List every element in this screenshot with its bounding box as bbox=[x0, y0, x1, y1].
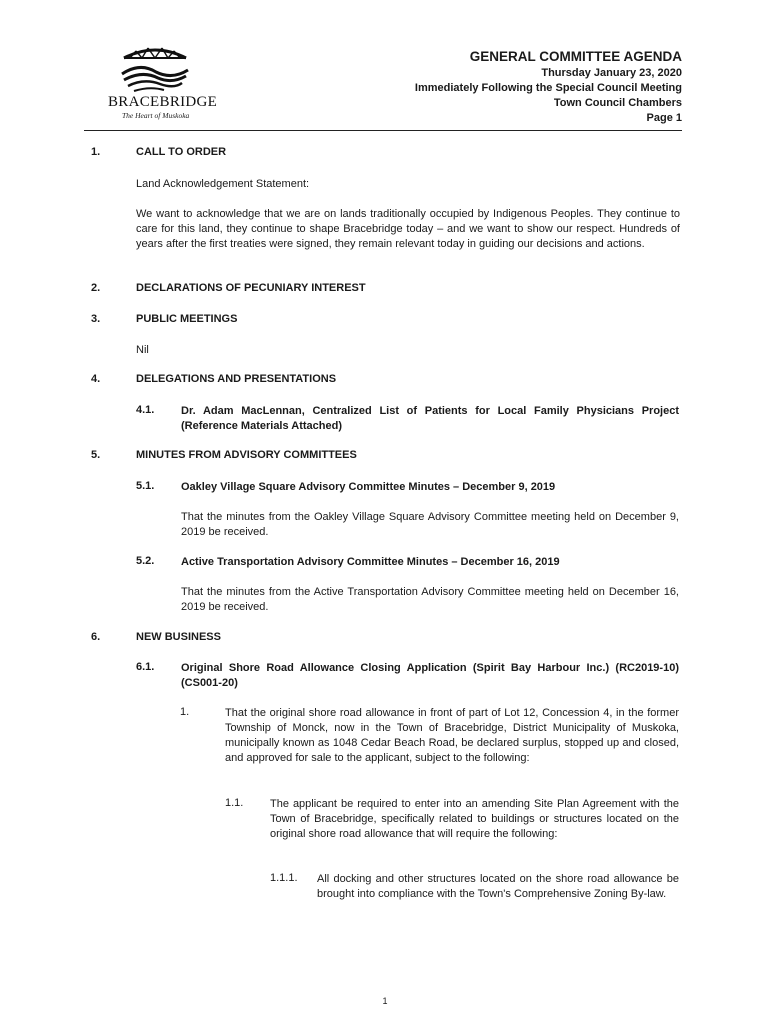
section-4-number: 4. bbox=[91, 373, 101, 385]
item-6-1-number: 6.1. bbox=[136, 661, 155, 673]
section-1-title: CALL TO ORDER bbox=[136, 146, 227, 158]
section-6-title: NEW BUSINESS bbox=[136, 631, 221, 643]
logo-tagline: The Heart of Muskoka bbox=[122, 111, 190, 120]
recommendation-1-1-1-text: All docking and other structures located on the shore road allowance be brought into compliance with the Town's Comprehensive Zoning By-law. bbox=[317, 873, 679, 900]
recommendation-1-1-1-number: 1.1.1. bbox=[270, 872, 298, 884]
section-5-title: MINUTES FROM ADVISORY COMMITTEES bbox=[136, 449, 357, 461]
page-label: Page 1 bbox=[646, 112, 682, 124]
item-4-1-title: Dr. Adam MacLennan, Centralized List of Patients for Local Family Physicians Project (Reference Materials Attached) bbox=[181, 405, 679, 432]
logo-wordmark: BRACEBRIDGE bbox=[108, 94, 218, 110]
item-5-1-title: Oakley Village Square Advisory Committee Minutes – December 9, 2019 bbox=[181, 481, 556, 493]
item-5-1-number: 5.1. bbox=[136, 480, 155, 492]
recommendation-1-1-text: The applicant be required to enter into an amending Site Plan Agreement with the Town of Bracebridge, specifically related to buildings or structures located on the original shore road allowance that will require the following: bbox=[270, 798, 679, 840]
recommendation-1-1-number: 1.1. bbox=[225, 797, 244, 809]
meeting-date: Thursday January 23, 2020 bbox=[541, 67, 682, 79]
section-2-title: DECLARATIONS OF PECUNIARY INTEREST bbox=[136, 282, 366, 294]
item-5-2-number: 5.2. bbox=[136, 555, 155, 567]
meeting-location: Town Council Chambers bbox=[553, 97, 682, 109]
section-5-number: 5. bbox=[91, 449, 101, 461]
agenda-title: GENERAL COMMITTEE AGENDA bbox=[469, 49, 682, 64]
recommendation-1-text: That the original shore road allowance in front of part of Lot 12, Concession 4, in the former Township of Monck, now in the Town of Bracebridge, District Municipality of Muskoka, municipally known as 1048 Cedar Beach Road, be declared surplus, stopped up and closed, and approved for sale to the applicant, subject to the following: bbox=[225, 707, 679, 764]
item-5-2-text: That the minutes from the Active Transportation Advisory Committee meeting held on December 16, 2019 be received. bbox=[181, 586, 679, 613]
section-1-number: 1. bbox=[91, 146, 101, 158]
meeting-timing: Immediately Following the Special Council Meeting bbox=[414, 82, 682, 94]
item-6-1-title: Original Shore Road Allowance Closing Application (Spirit Bay Harbour Inc.) (RC2019-10) (CS001-20) bbox=[181, 662, 679, 689]
land-acknowledgement-text: We want to acknowledge that we are on lands traditionally occupied by Indigenous Peoples. They continue to care for this land, they continue to shape Bracebridge today – and we want to show our respect. Hundreds of years after the first treaties were signed, they remain relevant today in guiding our decisions and actions. bbox=[136, 208, 680, 250]
section-6-number: 6. bbox=[91, 631, 101, 643]
item-5-1-text: That the minutes from the Oakley Village Square Advisory Committee meeting held on December 9, 2019 be received. bbox=[181, 511, 679, 538]
page-number: 1 bbox=[382, 996, 388, 1006]
section-3-number: 3. bbox=[91, 313, 101, 325]
section-4-title: DELEGATIONS AND PRESENTATIONS bbox=[136, 373, 337, 385]
recommendation-1-number: 1. bbox=[180, 706, 190, 718]
section-3-text: Nil bbox=[136, 344, 149, 356]
bracebridge-logo bbox=[104, 44, 218, 122]
agenda-header bbox=[415, 48, 682, 126]
header-divider bbox=[84, 130, 682, 131]
land-acknowledgement-label: Land Acknowledgement Statement: bbox=[136, 178, 310, 190]
section-3-title: PUBLIC MEETINGS bbox=[136, 313, 238, 325]
bridge-logo-icon bbox=[120, 44, 190, 94]
item-5-2-title: Active Transportation Advisory Committee Minutes – December 16, 2019 bbox=[181, 556, 560, 568]
item-4-1-number: 4.1. bbox=[136, 404, 155, 416]
section-2-number: 2. bbox=[91, 282, 101, 294]
